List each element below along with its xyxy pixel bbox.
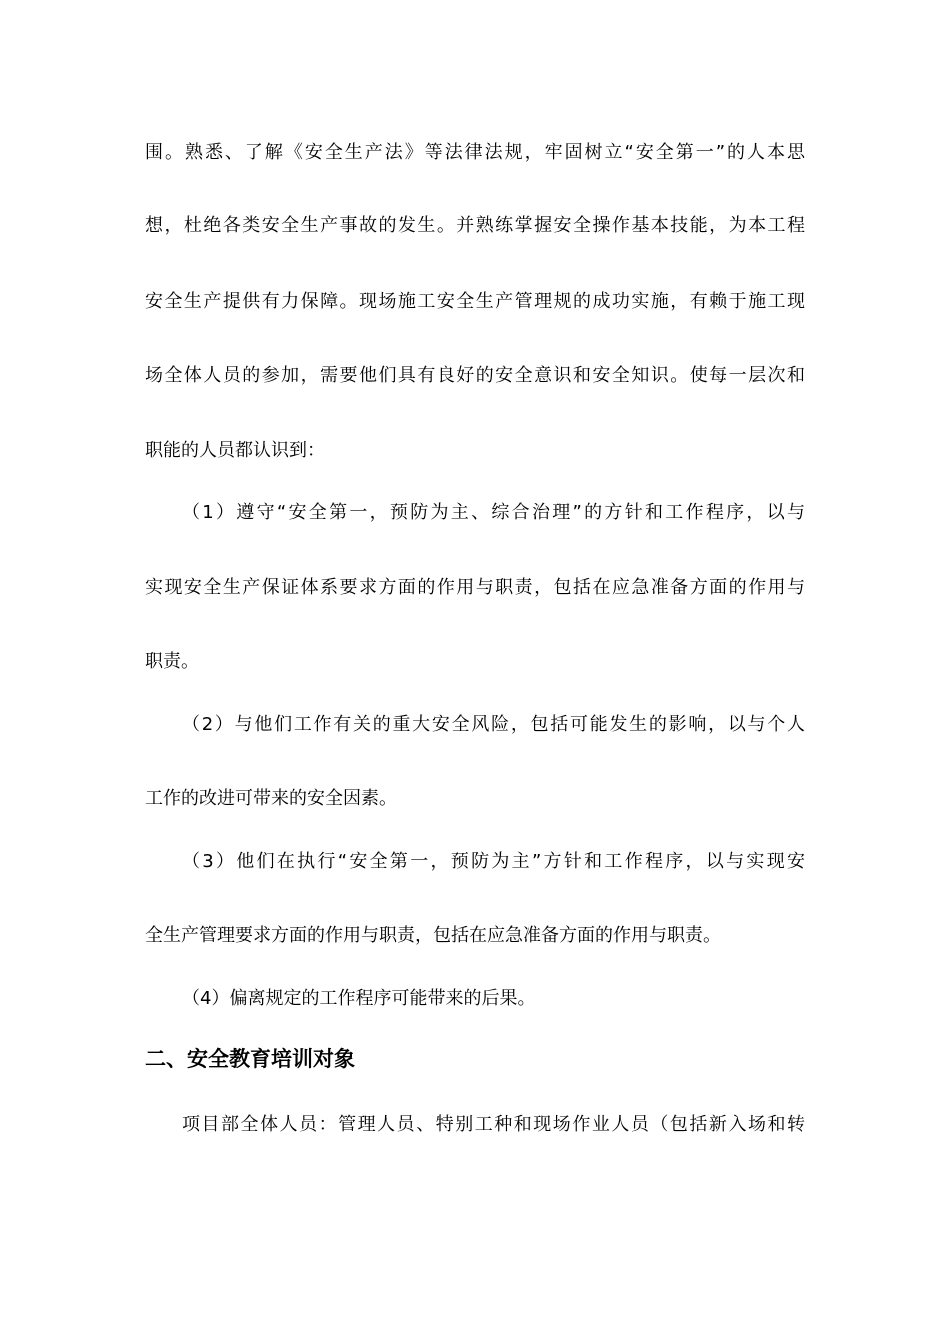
paragraph-line: 场全体人员的参加，需要他们具有良好的安全意识和安全知识。使每一层次和 — [145, 365, 805, 386]
list-item-line: 实现安全生产保证体系要求方面的作用与职责，包括在应急准备方面的作用与 — [145, 577, 805, 598]
paragraph-line: 职能的人员都认识到： — [145, 440, 325, 461]
list-item-line: 职责。 — [145, 651, 199, 672]
list-item-line: （2）与他们工作有关的重大安全风险，包括可能发生的影响，以与个人 — [182, 714, 805, 735]
list-item-line: （4）偏离规定的工作程序可能带来的后果。 — [182, 988, 536, 1009]
section-heading: 二、安全教育培训对象 — [145, 1047, 355, 1071]
list-item-line: 工作的改进可带来的安全因素。 — [145, 788, 397, 809]
list-item-line: （1）遵守“安全第一，预防为主、综合治理”的方针和工作程序，以与 — [182, 502, 805, 523]
paragraph-line: 项目部全体人员：管理人员、特别工种和现场作业人员（包括新入场和转 — [182, 1114, 805, 1135]
list-item-line: （3）他们在执行“安全第一，预防为主”方针和工作程序，以与实现安 — [182, 851, 805, 872]
list-item-line: 全生产管理要求方面的作用与职责，包括在应急准备方面的作用与职责。 — [145, 925, 721, 946]
paragraph-line: 想，杜绝各类安全生产事故的发生。并熟练掌握安全操作基本技能，为本工程 — [145, 215, 805, 236]
paragraph-line: 安全生产提供有力保障。现场施工安全生产管理规的成功实施，有赖于施工现 — [145, 291, 805, 312]
paragraph-line: 围。熟悉、了解《安全生产法》等法律法规，牢固树立“安全第一”的人本思 — [145, 142, 805, 163]
